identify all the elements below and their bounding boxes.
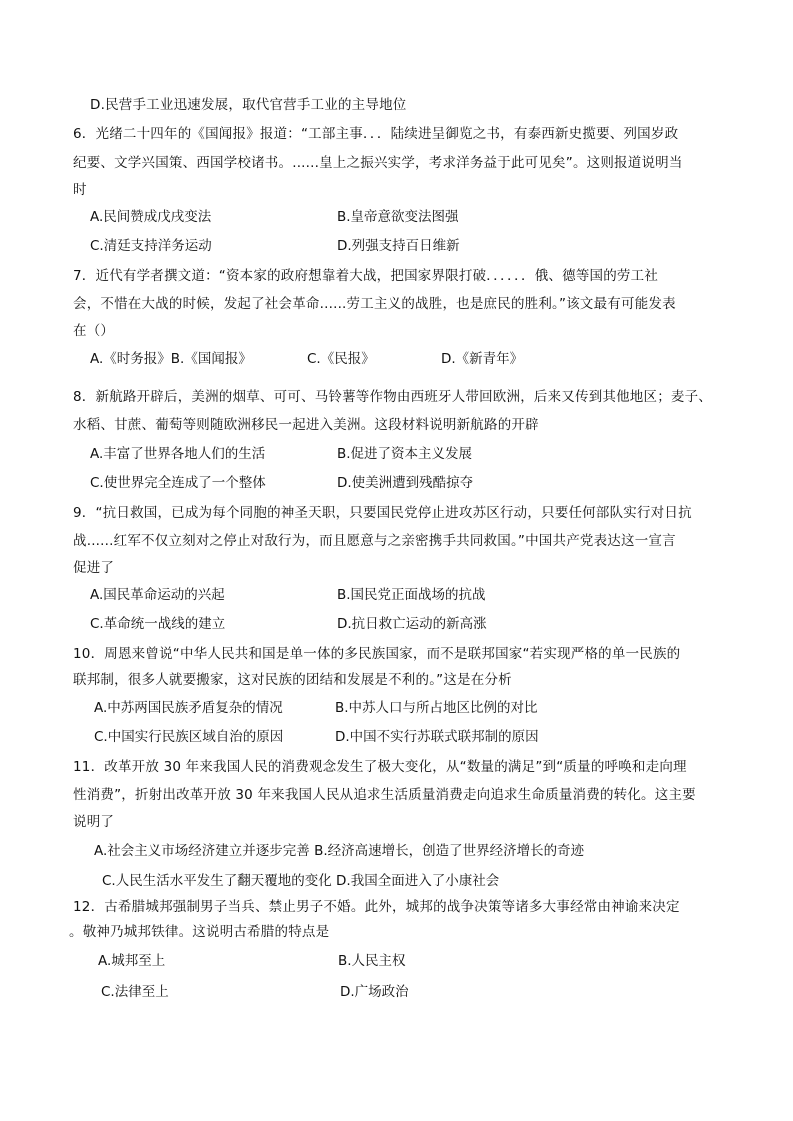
q11-options-line-2[interactable]: C.人民生活水平发生了翻天覆地的变化 D.我国全面进入了小康社会 xyxy=(102,873,500,889)
q6-option-b[interactable]: B.皇帝意欲变法图强 xyxy=(337,209,459,225)
q7-stem-line-3: 在（） xyxy=(73,323,115,339)
q7-stem-line-2: 会，不惜在大战的时候，发起了社会革命......劳工主义的战胜，也是庶民的胜利。”该文最有可能发表 xyxy=(73,296,676,312)
q6-stem-line-3: 时 xyxy=(73,182,87,198)
q9-option-a[interactable]: A.国民革命运动的兴起 xyxy=(90,587,225,603)
q6-stem-line-2: 纪要、文学兴国策、西国学校诸书。......皇上之振兴实学，考求洋务益于此可见矣”。这则报道说明当 xyxy=(73,155,683,171)
q12-stem-line-2: 。敬神乃城邦铁律。这说明古希腊的特点是 xyxy=(69,924,330,940)
q12-stem-line-1: 12．古希腊城邦强制男子当兵、禁止男子不婚。此外，城邦的战争决策等诸多大事经常由神谕来决定 xyxy=(73,899,680,915)
q8-option-d[interactable]: D.使美洲遭到残酷掠夺 xyxy=(337,475,474,491)
q7-option-ab[interactable]: A.《时务报》B.《国闻报》 xyxy=(90,351,252,367)
q11-options-line-1[interactable]: A.社会主义市场经济建立并逐步完善 B.经济高速增长，创造了世界经济增长的奇迹 xyxy=(94,843,585,859)
q8-option-a[interactable]: A.丰富了世界各地人们的生活 xyxy=(90,446,266,462)
q9-stem-line-2: 战......红军不仅立刻对之停止对敌行为，而且愿意与之亲密携手共同救国。”中国共产党表达这一宣言 xyxy=(73,533,676,549)
q9-stem-line-1: 9．“抗日救国，已成为每个同胞的神圣天职，只要国民党停止进攻苏区行动，只要任何部队实行对日抗 xyxy=(73,505,692,521)
q8-option-c[interactable]: C.使世界完全连成了一个整体 xyxy=(90,475,266,491)
q12-option-c[interactable]: C.法律至上 xyxy=(101,984,169,1000)
q10-option-d[interactable]: D.中国不实行苏联式联邦制的原因 xyxy=(335,729,539,745)
q6-option-c[interactable]: C.清廷支持洋务运动 xyxy=(90,238,212,254)
q7-stem-line-1: 7．近代有学者撰文道：“资本家的政府想靠着大战，把国家界限打破．．．．．．俄、德等国的劳工社 xyxy=(73,268,659,284)
q10-stem-line-1: 10．周恩来曾说“中华人民共和国是单一体的多民族国家，而不是联邦国家“若实现严格的单一民族的 xyxy=(73,646,681,662)
q10-stem-line-2: 联邦制，很多人就要搬家，这对民族的团结和发展是不利的。”这是在分析 xyxy=(73,672,512,688)
q7-option-d[interactable]: D.《新青年》 xyxy=(441,351,524,367)
q5-option-d: D.民营手工业迅速发展，取代官营手工业的主导地位 xyxy=(90,97,407,113)
q9-option-b[interactable]: B.国民党正面战场的抗战 xyxy=(337,587,486,603)
q10-option-a[interactable]: A.中苏两国民族矛盾复杂的情况 xyxy=(94,700,283,716)
q12-option-d[interactable]: D.广场政治 xyxy=(340,984,409,1000)
q12-option-b[interactable]: B.人民主权 xyxy=(338,953,406,969)
q9-option-c[interactable]: C.革命统一战线的建立 xyxy=(90,616,226,632)
q7-option-c[interactable]: C.《民报》 xyxy=(307,351,375,367)
q11-stem-line-1: 11．改革开放 30 年来我国人民的消费观念发生了极大变化，从“数量的满足”到“质量的呼唤和走向理 xyxy=(73,759,687,775)
q8-option-b[interactable]: B.促进了资本主义发展 xyxy=(337,446,473,462)
q11-stem-line-2: 性消费”，折射出改革开放 30 年来我国人民从追求生活质量消费走向追求生命质量消费的转化。这主要 xyxy=(73,787,696,803)
q9-option-d[interactable]: D.抗日救亡运动的新高涨 xyxy=(337,616,487,632)
q9-stem-line-3: 促进了 xyxy=(73,560,115,576)
q6-option-a[interactable]: A.民间赞成戊戌变法 xyxy=(90,209,212,225)
q11-stem-line-3: 说明了 xyxy=(73,814,115,830)
q8-stem-line-2: 水稻、甘蔗、葡萄等则随欧洲移民一起进入美洲。这段材料说明新航路的开辟 xyxy=(73,417,539,433)
q8-stem-line-1: 8．新航路开辟后，美洲的烟草、可可、马铃薯等作物由西班牙人带回欧洲，后来又传到其他地区；麦子、 xyxy=(73,389,712,405)
q6-option-d[interactable]: D.列强支持百日维新 xyxy=(337,238,460,254)
q12-option-a[interactable]: A.城邦至上 xyxy=(98,953,166,969)
q10-option-b[interactable]: B.中苏人口与所占地区比例的对比 xyxy=(335,700,538,716)
q6-stem-line-1: 6．光绪二十四年的《国闻报》报道：“工部主事．．．陆续进呈御览之书，有泰西新史揽要、列国岁政 xyxy=(73,126,679,142)
q10-option-c[interactable]: C.中国实行民族区域自治的原因 xyxy=(94,729,284,745)
